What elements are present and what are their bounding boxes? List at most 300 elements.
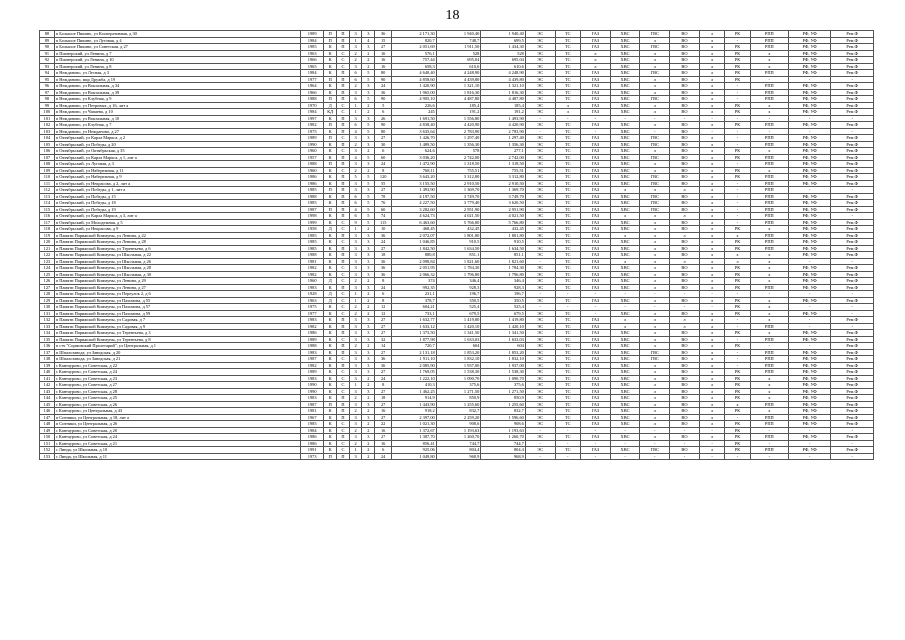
table-cell: х <box>750 63 788 70</box>
row-number-cell: 121 <box>40 245 55 252</box>
table-cell: Рем.Ф <box>831 382 874 389</box>
table-cell: 5 <box>362 122 375 129</box>
table-cell: РК <box>725 421 750 428</box>
table-cell: х <box>750 167 788 174</box>
table-cell: К <box>324 323 337 330</box>
table-cell: л <box>581 57 611 64</box>
table-cell: ГАЗ <box>581 369 611 376</box>
table-cell: 4 487,80 <box>481 96 526 103</box>
table-cell: - <box>788 317 830 324</box>
table-cell: - <box>640 453 670 460</box>
table-cell: С <box>337 148 350 155</box>
row-number-cell: 96 <box>40 83 55 90</box>
table-cell: ВО <box>670 148 700 155</box>
table-cell: л <box>640 102 670 109</box>
table-cell: РПП <box>750 232 788 239</box>
table-cell: 1 462,25 <box>392 388 437 395</box>
table-cell: 2 <box>349 304 362 311</box>
table-cell: П <box>337 96 350 103</box>
table-cell: 1 <box>349 37 362 44</box>
table-cell: 1 796,80 <box>436 271 481 278</box>
table-cell: 30 <box>375 141 392 148</box>
table-cell: 1 <box>349 109 362 116</box>
table-cell: ГАЗ <box>581 180 611 187</box>
table-cell: 3 <box>349 239 362 246</box>
table-cell: - <box>788 440 830 447</box>
row-number-cell: 146 <box>40 408 55 415</box>
table-cell: РК <box>725 310 750 317</box>
table-cell: ГВС <box>640 154 670 161</box>
table-cell: РК <box>725 154 750 161</box>
table-cell: ХВС <box>610 174 640 181</box>
table-cell: ХВС <box>610 408 640 415</box>
table-cell: РПП <box>750 154 788 161</box>
table-cell: К <box>324 284 337 291</box>
table-cell: 4 838,40 <box>392 122 437 129</box>
row-number-cell: 122 <box>40 252 55 259</box>
table-cell: 5 <box>362 206 375 213</box>
table-cell: - <box>750 427 788 434</box>
table-cell: Рем.Ф <box>831 180 874 187</box>
table-cell: 2 <box>349 310 362 317</box>
table-cell: - <box>725 200 750 207</box>
table-cell: 185,4 <box>481 102 526 109</box>
table-cell: РФ, УФ <box>788 200 830 207</box>
table-cell: 3 <box>349 63 362 70</box>
table-cell: П <box>337 141 350 148</box>
table-cell: РФ, УФ <box>788 245 830 252</box>
table-cell: 610,6 <box>436 63 481 70</box>
table-cell: П <box>324 161 337 168</box>
table-cell: 1 356,30 <box>436 141 481 148</box>
table-cell: ГАЗ <box>581 375 611 382</box>
address-cell: п Нежданово, мкр Дружба, д 19 <box>54 76 300 83</box>
table-cell: ЭС <box>525 362 555 369</box>
table-cell: - <box>670 304 700 311</box>
address-cell: с Кантаурово, ул Советская, д 20 <box>54 427 300 434</box>
table-cell: Рем.Ф <box>831 239 874 246</box>
table-cell: Рем.Ф <box>831 265 874 272</box>
table-cell: 3 <box>349 349 362 356</box>
table-cell: ВО <box>670 83 700 90</box>
table-cell: 1989 <box>301 31 324 38</box>
address-cell: с Линда, ул Школьная, д 10 <box>54 447 300 454</box>
table-cell: ЭС <box>525 349 555 356</box>
table-cell: 3 <box>362 434 375 441</box>
table-cell: 1 911,10 <box>392 356 437 363</box>
table-cell: К <box>324 50 337 57</box>
table-cell: 76 <box>375 200 392 207</box>
table-cell: ГВС <box>640 31 670 38</box>
table-cell: 5 <box>349 174 362 181</box>
table-cell: 36 <box>375 258 392 265</box>
row-number-cell: 135 <box>40 336 55 343</box>
table-cell: ХВС <box>610 382 640 389</box>
table-cell: ЭС <box>525 213 555 220</box>
table-cell: РПП <box>750 96 788 103</box>
table-cell: 604 <box>436 343 481 350</box>
table-cell: ВО <box>670 76 700 83</box>
table-cell: 9 <box>349 219 362 226</box>
table-cell: 2 <box>349 141 362 148</box>
table-cell: ВО <box>670 297 700 304</box>
table-cell: 3 <box>349 323 362 330</box>
table-cell: 525,4 <box>436 304 481 311</box>
table-cell: ГАЗ <box>581 148 611 155</box>
table-cell: П <box>324 453 337 460</box>
table-cell: ВО <box>670 336 700 343</box>
table-cell: ГВС <box>640 135 670 142</box>
table-cell: - <box>555 427 580 434</box>
table-cell: 3 749,70 <box>436 193 481 200</box>
row-number-cell: 141 <box>40 375 55 382</box>
table-cell: ВО <box>670 37 700 44</box>
table-cell: РПП <box>750 206 788 213</box>
table-cell: - <box>750 440 788 447</box>
table-cell: 346,4 <box>436 278 481 285</box>
table-cell: 5 <box>362 213 375 220</box>
table-cell: ГВС <box>640 200 670 207</box>
table-cell: 3 <box>362 31 375 38</box>
table-cell: РПП <box>750 187 788 194</box>
address-cell: с Кантаурово, ул Советская, д 24 <box>54 434 300 441</box>
table-cell: - <box>750 128 788 135</box>
table-cell: ВО <box>670 96 700 103</box>
table-cell: К <box>324 148 337 155</box>
table-cell: 2 <box>362 102 375 109</box>
table-cell: 4 021,50 <box>481 213 526 220</box>
table-cell: Рем.Ф <box>831 297 874 304</box>
table-cell: 1984 <box>301 427 324 434</box>
table-cell: 1 222,10 <box>392 375 437 382</box>
table-cell: 1928 <box>301 291 324 298</box>
row-number-cell: 100 <box>40 109 55 116</box>
table-cell: ГАЗ <box>581 349 611 356</box>
table-cell: ТС <box>555 226 580 233</box>
table-cell: ТС <box>555 148 580 155</box>
table-cell: ГАЗ <box>581 102 611 109</box>
table-cell: 1 538,30 <box>481 369 526 376</box>
table-cell: 576,1 <box>392 50 437 57</box>
table-cell: - <box>725 362 750 369</box>
table-cell: л <box>640 252 670 259</box>
table-cell: 6 463,60 <box>392 219 437 226</box>
table-cell: 3 <box>349 187 362 194</box>
table-cell: ХВС <box>610 83 640 90</box>
table-cell: РФ, УФ <box>788 336 830 343</box>
address-cell: п Памяти Парижской Коммуны, ул Садовая, д 9 <box>54 323 300 330</box>
table-cell: л <box>699 109 724 116</box>
table-cell: 1 419,80 <box>436 317 481 324</box>
table-cell: С <box>337 336 350 343</box>
table-cell: л <box>640 50 670 57</box>
table-cell: ВО <box>670 109 700 116</box>
table-cell: ВО <box>670 252 700 259</box>
table-cell: 804,4 <box>436 447 481 454</box>
table-cell: 1 821,60 <box>436 258 481 265</box>
table-cell: 8 <box>375 297 392 304</box>
table-cell: ВО <box>670 57 700 64</box>
table-cell: ЭС <box>525 148 555 155</box>
table-cell: л <box>640 323 670 330</box>
table-cell: К <box>324 362 337 369</box>
table-cell: Рем.Ф <box>831 135 874 142</box>
table-cell: 1975 <box>301 304 324 311</box>
table-cell: 1 443,90 <box>392 401 437 408</box>
table-cell: 5 <box>362 180 375 187</box>
table-cell: 1 634,50 <box>481 245 526 252</box>
address-cell: п Октябрьский, ул Октябрьская, д 35 <box>54 148 300 155</box>
table-cell: 832,7 <box>436 408 481 415</box>
table-cell: 1990 <box>301 141 324 148</box>
table-cell: - <box>581 453 611 460</box>
row-number-cell: 153 <box>40 453 55 460</box>
table-cell: ГАЗ <box>581 226 611 233</box>
table-cell: РК <box>725 395 750 402</box>
table-cell: 3 <box>349 89 362 96</box>
table-cell: РК <box>725 102 750 109</box>
table-cell: РФ, УФ <box>788 148 830 155</box>
table-cell: ГАЗ <box>581 271 611 278</box>
table-cell: 3 643,20 <box>392 174 437 181</box>
table-cell: ЭС <box>525 239 555 246</box>
table-cell: 1965 <box>301 63 324 70</box>
row-number-cell: 145 <box>40 401 55 408</box>
table-cell: 1 420,10 <box>481 323 526 330</box>
table-cell: - <box>831 304 874 311</box>
table-cell: 1981 <box>301 258 324 265</box>
table-cell: - <box>725 414 750 421</box>
table-cell: л <box>610 187 640 194</box>
table-cell: К <box>324 395 337 402</box>
table-cell: ГАЗ <box>581 278 611 285</box>
table-cell: ЭС <box>525 44 555 51</box>
row-number-cell: 114 <box>40 200 55 207</box>
table-cell: 1 784,30 <box>436 265 481 272</box>
table-cell: К <box>324 245 337 252</box>
table-cell: л <box>640 232 670 239</box>
table-cell: РПП <box>750 284 788 291</box>
table-cell: 3 635,64 <box>392 128 437 135</box>
table-cell: 528 <box>481 50 526 57</box>
table-cell: 3 <box>362 330 375 337</box>
table-cell: 1 193,63 <box>481 427 526 434</box>
table-cell: 968,9 <box>436 453 481 460</box>
table-cell: РК <box>725 109 750 116</box>
table-cell: л <box>699 252 724 259</box>
table-cell: ТС <box>555 408 580 415</box>
table-cell: ЭС <box>525 89 555 96</box>
table-cell: РФ, УФ <box>788 330 830 337</box>
table-cell: 1981 <box>301 408 324 415</box>
table-cell: ХВС <box>610 421 640 428</box>
table-cell: 3 <box>362 252 375 259</box>
table-cell: 27 <box>375 245 392 252</box>
table-cell: С <box>337 63 350 70</box>
table-cell: 1 816,30 <box>436 89 481 96</box>
table-cell: - <box>750 291 788 298</box>
table-cell: л <box>699 284 724 291</box>
table-cell: РК <box>725 31 750 38</box>
table-cell: РПП <box>750 180 788 187</box>
table-cell: - <box>699 304 724 311</box>
table-cell: 16 <box>375 408 392 415</box>
table-cell: 3 <box>362 245 375 252</box>
table-cell: ХВС <box>610 356 640 363</box>
table-cell: л <box>699 148 724 155</box>
table-cell: ТС <box>555 167 580 174</box>
table-cell: ГАЗ <box>581 434 611 441</box>
table-cell: С <box>337 265 350 272</box>
table-cell: ГАЗ <box>581 83 611 90</box>
table-cell: ХВС <box>610 330 640 337</box>
table-cell: П <box>337 349 350 356</box>
table-cell: 1 369,70 <box>481 187 526 194</box>
table-cell: - <box>525 258 555 265</box>
table-cell: 851,1 <box>436 252 481 259</box>
table-cell: ГАЗ <box>581 414 611 421</box>
table-cell: 2 <box>362 278 375 285</box>
table-cell: 1987 <box>301 356 324 363</box>
table-cell: 1 784,30 <box>481 265 526 272</box>
table-cell: 1973 <box>301 453 324 460</box>
table-cell: - <box>831 76 874 83</box>
table-cell: РПП <box>750 200 788 207</box>
table-cell: 1 <box>349 226 362 233</box>
table-cell: 1 255,60 <box>436 401 481 408</box>
table-cell: 2 051,95 <box>392 265 437 272</box>
table-cell: 610,6 <box>481 63 526 70</box>
table-cell: ТС <box>555 265 580 272</box>
table-cell: 3 <box>349 362 362 369</box>
table-cell: 658,3 <box>392 63 437 70</box>
table-cell: ВО <box>670 200 700 207</box>
row-number-cell: 137 <box>40 349 55 356</box>
table-cell: РФ, УФ <box>788 375 830 382</box>
table-cell: 2 783,90 <box>481 128 526 135</box>
table-cell: ВО <box>670 369 700 376</box>
table-cell: л <box>699 258 724 265</box>
table-cell: Рем.Ф <box>831 434 874 441</box>
table-cell: 1 493,90 <box>481 115 526 122</box>
table-cell: Рем.Ф <box>831 362 874 369</box>
table-cell: - <box>581 291 611 298</box>
table-cell: л <box>640 421 670 428</box>
table-cell: Рем.Ф <box>831 141 874 148</box>
table-cell: 2 910,50 <box>436 180 481 187</box>
table-cell: 3 <box>349 148 362 155</box>
table-cell: ХВС <box>610 50 640 57</box>
table-cell: ГАЗ <box>581 258 611 265</box>
table-cell: л <box>610 317 640 324</box>
table-cell: л <box>640 148 670 155</box>
table-cell: С <box>337 167 350 174</box>
table-cell: 6 <box>349 96 362 103</box>
table-cell: 3 <box>349 453 362 460</box>
row-number-cell: 136 <box>40 343 55 350</box>
table-cell: Рем.Ф <box>831 356 874 363</box>
table-cell: 2 397,00 <box>392 414 437 421</box>
table-cell: 1982 <box>301 265 324 272</box>
table-cell: ГАЗ <box>581 330 611 337</box>
table-cell: 1 911,50 <box>436 44 481 51</box>
table-cell: х <box>750 304 788 311</box>
table-cell: ХВС <box>610 135 640 142</box>
table-cell: л <box>699 154 724 161</box>
table-cell: - <box>525 440 555 447</box>
table-cell: 928,3 <box>436 284 481 291</box>
table-cell: - <box>831 258 874 265</box>
table-cell: ТС <box>555 343 580 350</box>
table-cell: 3 <box>362 187 375 194</box>
table-cell: 1 842,50 <box>392 245 437 252</box>
table-cell: 1 297,40 <box>481 135 526 142</box>
table-cell: 60 <box>375 154 392 161</box>
address-cell: п Памяти Парижской Коммуны, ул Ленина, д 22 <box>54 232 300 239</box>
address-cell: п Ситники, ул Центральная, д 26 <box>54 421 300 428</box>
table-cell: 2 <box>362 109 375 116</box>
table-cell: ТС <box>555 447 580 454</box>
table-cell: ГАЗ <box>581 408 611 415</box>
table-cell: 1 321,10 <box>436 83 481 90</box>
table-cell: 196,7 <box>481 291 526 298</box>
table-cell: - <box>525 115 555 122</box>
table-cell: 3 155,50 <box>392 180 437 187</box>
table-cell: 1 021,30 <box>392 421 437 428</box>
table-cell: Рем.Ф <box>831 388 874 395</box>
table-cell: 1 633,12 <box>392 323 437 330</box>
table-cell: С <box>337 219 350 226</box>
table-cell: 5 <box>362 200 375 207</box>
table-cell: ТС <box>555 141 580 148</box>
table-cell: л <box>640 434 670 441</box>
table-cell: л <box>699 122 724 129</box>
table-cell: 910,5 <box>436 239 481 246</box>
table-cell: РК <box>725 304 750 311</box>
table-cell: С <box>337 421 350 428</box>
table-cell: 5 <box>362 174 375 181</box>
table-cell: 4 858,60 <box>392 76 437 83</box>
table-cell: К <box>324 375 337 382</box>
table-cell: 2 <box>349 57 362 64</box>
table-cell: 4 227,50 <box>392 200 437 207</box>
table-cell: К <box>324 252 337 259</box>
table-cell: 3 <box>349 369 362 376</box>
table-cell: ГАЗ <box>581 206 611 213</box>
table-cell: л <box>699 323 724 330</box>
table-row <box>40 453 874 460</box>
table-cell: Рем.Ф <box>831 174 874 181</box>
table-cell: 3 <box>362 44 375 51</box>
table-cell: 2 <box>349 408 362 415</box>
table-cell: ТС <box>555 187 580 194</box>
row-number-cell: 105 <box>40 141 55 148</box>
table-cell: П <box>337 245 350 252</box>
table-cell: ТС <box>555 31 580 38</box>
table-cell: х <box>750 109 788 116</box>
row-number-cell: 126 <box>40 278 55 285</box>
table-cell: Рем.Ф <box>831 89 874 96</box>
table-cell: л <box>640 271 670 278</box>
table-cell: 2 <box>362 148 375 155</box>
row-number-cell: 106 <box>40 148 55 155</box>
table-cell: 1985 <box>301 187 324 194</box>
table-cell: Рем.Ф <box>831 122 874 129</box>
table-cell: 1 318,50 <box>481 161 526 168</box>
table-cell: 1983 <box>301 375 324 382</box>
table-cell: ВО <box>670 271 700 278</box>
table-cell: ТС <box>555 239 580 246</box>
